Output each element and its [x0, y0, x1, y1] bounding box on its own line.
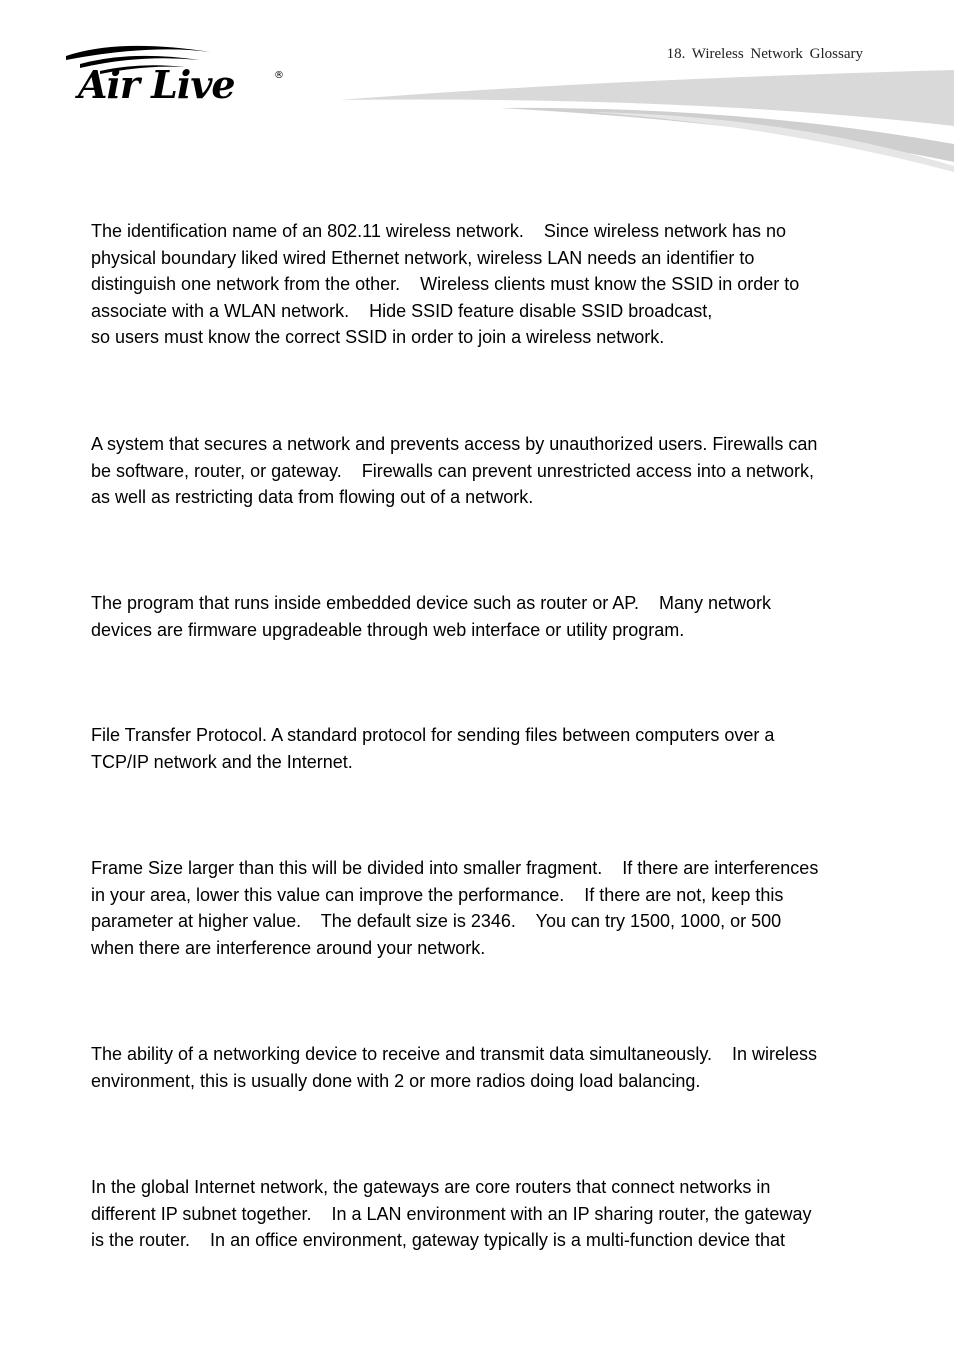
text-line: when there are interference around your network.	[91, 937, 486, 958]
text-line: devices are firmware upgradeable through web interface or utility program.	[91, 619, 685, 640]
text-line: parameter at higher value. The default size is 2346. You can try 1500, 1000, or 500	[91, 911, 782, 931]
text-line: A system that secures a network and prevents access by unauthorized users. Firewalls can	[91, 434, 818, 454]
text-line: In the global Internet network, the gateways are core routers that connect networks in	[91, 1177, 771, 1197]
text-line: File Transfer Protocol. A standard protocol for sending files between computers over a	[91, 725, 775, 745]
text-line: The ability of a networking device to receive and transmit data simultaneously. In wireless	[91, 1044, 818, 1064]
text-line: is the router. In an office environment, gateway typically is a multi-function device that	[91, 1230, 786, 1250]
header-wave-decoration	[340, 66, 954, 176]
text-line: environment, this is usually done with 2 or more radios doing load balancing.	[91, 1070, 701, 1091]
text-line: Frame Size larger than this will be divided into smaller fragment. If there are interferences	[91, 858, 819, 878]
glossary-definition-ftp	[91, 722, 881, 775]
airlive-logo	[60, 38, 290, 108]
text-line: different IP subnet together. In a LAN environment with an IP sharing router, the gateway	[91, 1203, 812, 1224]
text-line: as well as restricting data from flowing out of a network.	[91, 487, 534, 507]
chapter-title: 18. Wireless Network Glossary	[666, 46, 863, 62]
glossary-definition-fragmentation	[91, 855, 881, 961]
text-line: so users must know the correct SSID in order to join a wireless network.	[91, 327, 665, 347]
glossary-definition-firewall	[91, 431, 881, 511]
text-line: The program that runs inside embedded device such as router or AP. Many network	[91, 593, 772, 613]
glossary-definition-full-duplex	[91, 1041, 881, 1094]
text-line: associate with a WLAN network. Hide SSID feature disable SSID broadcast,	[91, 300, 713, 321]
logo-wordmark: Air Live	[78, 62, 235, 107]
text-line: be software, router, or gateway. Firewalls can prevent unrestricted access into a network,	[91, 460, 814, 481]
registered-mark: ®	[274, 70, 284, 81]
glossary-definition-gateway	[91, 1174, 881, 1254]
glossary-definition-ssid	[91, 218, 881, 351]
text-line: physical boundary liked wired Ethernet network, wireless LAN needs an identifier to	[91, 247, 755, 268]
text-line: distinguish one network from the other. Wireless clients must know the SSID in order to	[91, 274, 800, 294]
text-line: in your area, lower this value can improve the performance. If there are not, keep this	[91, 884, 784, 905]
text-line: The identification name of an 802.11 wireless network. Since wireless network has no	[91, 221, 787, 241]
glossary-definition-firmware	[91, 590, 881, 643]
text-line: TCP/IP network and the Internet.	[91, 751, 353, 772]
